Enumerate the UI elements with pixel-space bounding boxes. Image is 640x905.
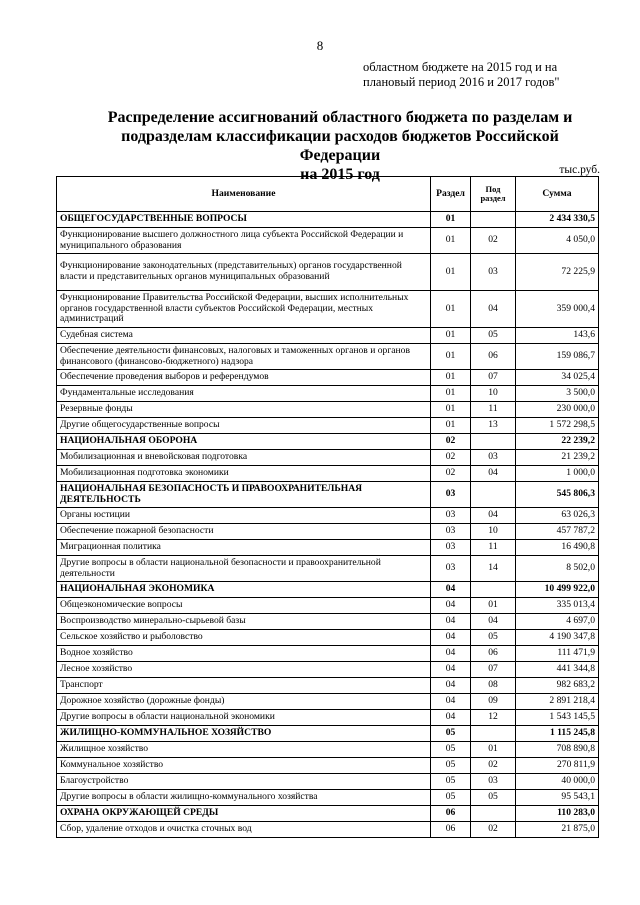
cell-section: 03: [431, 556, 471, 582]
cell-name: Функционирование высшего должностного лица субъекта Российской Федерации и муниципального образования: [57, 228, 431, 254]
cell-sum: 457 787,2: [516, 524, 599, 540]
cell-name: Жилищное хозяйство: [57, 742, 431, 758]
cell-section: 05: [431, 790, 471, 806]
table-row: [57, 418, 599, 434]
table-row: [57, 710, 599, 726]
cell-sum: 8 502,0: [516, 556, 599, 582]
header-section: Раздел: [431, 177, 471, 212]
header-subsection-line: раздел: [480, 193, 506, 203]
cell-subsection: 05: [471, 630, 516, 646]
cell-name: Функционирование Правительства Российской Федерации, высших исполнительных органов государственной власти субъектов Российской Федерации, местных администраций: [57, 291, 431, 328]
cell-name: Другие вопросы в области жилищно-коммунального хозяйства: [57, 790, 431, 806]
cell-sum: 22 239,2: [516, 434, 599, 450]
cell-section: 01: [431, 328, 471, 344]
cell-sum: 545 806,3: [516, 482, 599, 508]
cell-section: 02: [431, 434, 471, 450]
cell-section: 04: [431, 678, 471, 694]
table-body: [57, 212, 599, 838]
table-row: [57, 540, 599, 556]
cell-subsection: 05: [471, 328, 516, 344]
cell-section: 04: [431, 582, 471, 598]
table-row: [57, 254, 599, 291]
header-note: [363, 60, 559, 90]
cell-section: 03: [431, 508, 471, 524]
cell-name: Мобилизационная и вневойсковая подготовка: [57, 450, 431, 466]
cell-sum: 21 875,0: [516, 822, 599, 838]
cell-sum: 4 697,0: [516, 614, 599, 630]
cell-subsection: 11: [471, 540, 516, 556]
cell-name: НАЦИОНАЛЬНАЯ ОБОРОНА: [57, 434, 431, 450]
header-subsection-line: Под: [485, 184, 501, 194]
cell-section: 04: [431, 630, 471, 646]
cell-sum: 110 283,0: [516, 806, 599, 822]
cell-name: Другие общегосударственные вопросы: [57, 418, 431, 434]
cell-sum: 359 000,4: [516, 291, 599, 328]
table-row: [57, 806, 599, 822]
cell-subsection: 10: [471, 524, 516, 540]
cell-sum: 72 225,9: [516, 254, 599, 291]
units-label: тыс.руб.: [559, 164, 600, 176]
cell-sum: 143,6: [516, 328, 599, 344]
cell-section: 05: [431, 758, 471, 774]
cell-subsection: 03: [471, 450, 516, 466]
cell-section: 03: [431, 524, 471, 540]
cell-section: 01: [431, 386, 471, 402]
table-row: [57, 662, 599, 678]
cell-section: 01: [431, 370, 471, 386]
cell-subsection: 02: [471, 822, 516, 838]
header-sum: Сумма: [516, 177, 599, 212]
cell-subsection: 07: [471, 662, 516, 678]
cell-name: Воспроизводство минерально-сырьевой базы: [57, 614, 431, 630]
cell-subsection: 11: [471, 402, 516, 418]
table-row: [57, 678, 599, 694]
table-row: [57, 524, 599, 540]
title-line: Распределение ассигнований областного бюджета по разделам и: [107, 109, 573, 126]
table-row: [57, 386, 599, 402]
cell-section: 06: [431, 822, 471, 838]
cell-sum: 335 013,4: [516, 598, 599, 614]
cell-sum: 2 891 218,4: [516, 694, 599, 710]
cell-sum: 230 000,0: [516, 402, 599, 418]
cell-subsection: 03: [471, 254, 516, 291]
cell-name: Резервные фонды: [57, 402, 431, 418]
cell-section: 01: [431, 212, 471, 228]
cell-name: Мобилизационная подготовка экономики: [57, 466, 431, 482]
table-row: [57, 582, 599, 598]
table-row: [57, 228, 599, 254]
table-row: [57, 508, 599, 524]
cell-subsection: 01: [471, 742, 516, 758]
cell-sum: 441 344,8: [516, 662, 599, 678]
cell-name: НАЦИОНАЛЬНАЯ ЭКОНОМИКА: [57, 582, 431, 598]
cell-section: 05: [431, 774, 471, 790]
cell-subsection: [471, 806, 516, 822]
cell-sum: 3 500,0: [516, 386, 599, 402]
cell-section: 02: [431, 450, 471, 466]
cell-sum: 4 050,0: [516, 228, 599, 254]
cell-name: Функционирование законодательных (представительных) органов государственной власти и представительных органов муниципальных образований: [57, 254, 431, 291]
cell-name: Благоустройство: [57, 774, 431, 790]
cell-section: 05: [431, 742, 471, 758]
cell-sum: 708 890,8: [516, 742, 599, 758]
table-row: [57, 694, 599, 710]
cell-name: Фундаментальные исследования: [57, 386, 431, 402]
cell-subsection: 04: [471, 614, 516, 630]
cell-sum: 40 000,0: [516, 774, 599, 790]
cell-name: Сбор, удаление отходов и очистка сточных вод: [57, 822, 431, 838]
cell-subsection: 02: [471, 758, 516, 774]
cell-name: Водное хозяйство: [57, 646, 431, 662]
cell-subsection: [471, 582, 516, 598]
table-row: [57, 742, 599, 758]
cell-sum: 21 239,2: [516, 450, 599, 466]
budget-table: [56, 176, 599, 838]
table-row: [57, 328, 599, 344]
page-number: 8: [316, 38, 324, 53]
table-row: [57, 556, 599, 582]
cell-sum: 34 025,4: [516, 370, 599, 386]
cell-subsection: 04: [471, 508, 516, 524]
title-line: подразделам классификации расходов бюджетов Российской Федерации: [121, 128, 559, 164]
cell-subsection: 04: [471, 291, 516, 328]
cell-subsection: [471, 434, 516, 450]
cell-section: 06: [431, 806, 471, 822]
cell-subsection: 01: [471, 598, 516, 614]
cell-section: 01: [431, 418, 471, 434]
cell-subsection: 03: [471, 774, 516, 790]
cell-section: 03: [431, 482, 471, 508]
table-row: [57, 434, 599, 450]
cell-sum: 1 000,0: [516, 466, 599, 482]
cell-sum: 1 115 245,8: [516, 726, 599, 742]
cell-name: Обеспечение пожарной безопасности: [57, 524, 431, 540]
table-row: [57, 758, 599, 774]
cell-sum: 2 434 330,5: [516, 212, 599, 228]
cell-name: Другие вопросы в области национальной безопасности и правоохранительной деятельности: [57, 556, 431, 582]
cell-name: Общеэкономические вопросы: [57, 598, 431, 614]
cell-sum: 1 543 145,5: [516, 710, 599, 726]
cell-name: Сельское хозяйство и рыболовство: [57, 630, 431, 646]
cell-sum: 16 490,8: [516, 540, 599, 556]
table-row: [57, 402, 599, 418]
cell-section: 01: [431, 344, 471, 370]
cell-section: 01: [431, 254, 471, 291]
table-row: [57, 790, 599, 806]
cell-subsection: 02: [471, 228, 516, 254]
cell-sum: 270 811,9: [516, 758, 599, 774]
title-line: на 2015 год: [300, 166, 380, 183]
cell-sum: 982 683,2: [516, 678, 599, 694]
cell-name: Обеспечение деятельности финансовых, налоговых и таможенных органов и органов финансового (финансово-бюджетного) надзора: [57, 344, 431, 370]
cell-subsection: [471, 726, 516, 742]
cell-subsection: 07: [471, 370, 516, 386]
cell-subsection: [471, 212, 516, 228]
table-row: [57, 598, 599, 614]
header-subsection: [471, 177, 516, 212]
table-row: [57, 614, 599, 630]
cell-name: НАЦИОНАЛЬНАЯ БЕЗОПАСНОСТЬ И ПРАВООХРАНИТЕЛЬНАЯ ДЕЯТЕЛЬНОСТЬ: [57, 482, 431, 508]
table-row: [57, 291, 599, 328]
cell-section: 01: [431, 228, 471, 254]
cell-section: 03: [431, 540, 471, 556]
table-row: [57, 466, 599, 482]
cell-sum: 4 190 347,8: [516, 630, 599, 646]
cell-section: 04: [431, 598, 471, 614]
table-row: [57, 450, 599, 466]
cell-sum: 1 572 298,5: [516, 418, 599, 434]
cell-section: 04: [431, 694, 471, 710]
cell-section: 01: [431, 402, 471, 418]
cell-name: Судебная система: [57, 328, 431, 344]
cell-sum: 159 086,7: [516, 344, 599, 370]
header-name: Наименование: [57, 177, 431, 212]
table-row: [57, 774, 599, 790]
cell-name: Обеспечение проведения выборов и референдумов: [57, 370, 431, 386]
cell-sum: 111 471,9: [516, 646, 599, 662]
cell-sum: 10 499 922,0: [516, 582, 599, 598]
cell-section: 05: [431, 726, 471, 742]
cell-subsection: 05: [471, 790, 516, 806]
table-row: [57, 630, 599, 646]
cell-subsection: 14: [471, 556, 516, 582]
cell-subsection: [471, 482, 516, 508]
header-note-line: областном бюджете на 2015 год и на: [363, 60, 558, 74]
cell-sum: 63 026,3: [516, 508, 599, 524]
cell-name: ЖИЛИЩНО-КОММУНАЛЬНОЕ ХОЗЯЙСТВО: [57, 726, 431, 742]
document-title: [80, 108, 600, 184]
table-row: [57, 646, 599, 662]
cell-name: Органы юстиции: [57, 508, 431, 524]
cell-subsection: 12: [471, 710, 516, 726]
header-note-line: плановый период 2016 и 2017 годов": [363, 75, 560, 89]
cell-name: Миграционная политика: [57, 540, 431, 556]
cell-section: 04: [431, 710, 471, 726]
table-row: [57, 370, 599, 386]
table-row: [57, 822, 599, 838]
table-row: [57, 726, 599, 742]
cell-subsection: 06: [471, 646, 516, 662]
cell-subsection: 06: [471, 344, 516, 370]
cell-name: Коммунальное хозяйство: [57, 758, 431, 774]
cell-name: Транспорт: [57, 678, 431, 694]
cell-section: 04: [431, 614, 471, 630]
cell-sum: 95 543,1: [516, 790, 599, 806]
cell-section: 01: [431, 291, 471, 328]
cell-subsection: 08: [471, 678, 516, 694]
table-row: [57, 482, 599, 508]
table-header-row: [57, 177, 599, 212]
cell-name: Другие вопросы в области национальной экономики: [57, 710, 431, 726]
cell-subsection: 04: [471, 466, 516, 482]
cell-subsection: 13: [471, 418, 516, 434]
cell-name: Лесное хозяйство: [57, 662, 431, 678]
cell-section: 04: [431, 662, 471, 678]
cell-section: 02: [431, 466, 471, 482]
cell-name: ОБЩЕГОСУДАРСТВЕННЫЕ ВОПРОСЫ: [57, 212, 431, 228]
cell-name: Дорожное хозяйство (дорожные фонды): [57, 694, 431, 710]
cell-section: 04: [431, 646, 471, 662]
table-row: [57, 344, 599, 370]
cell-subsection: 09: [471, 694, 516, 710]
cell-name: ОХРАНА ОКРУЖАЮЩЕЙ СРЕДЫ: [57, 806, 431, 822]
table-row: [57, 212, 599, 228]
cell-subsection: 10: [471, 386, 516, 402]
